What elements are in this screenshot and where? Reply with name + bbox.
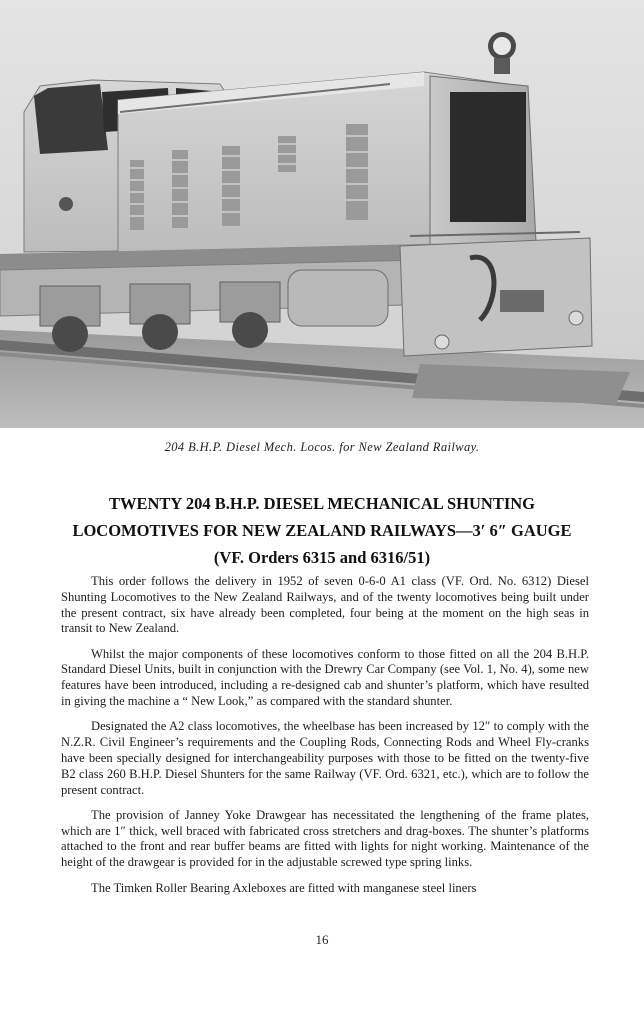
- locomotive-illustration: [0, 0, 644, 428]
- paragraph: This order follows the delivery in 1952 of seven 0-6-0 A1 class (VF. Ord. No. 6312) Diesel Shunting Locomotives to the New Zealand Railways, and of the twenty locomotives being built under the present contract, six have already been completed, four being at the moment on the high seas in transit to New Zealand.: [61, 574, 589, 636]
- paragraph: The provision of Janney Yoke Drawgear has necessitated the lengthening of the frame plates, which are 1″ thick, well braced with fabricated cross stretchers and drag-boxes. The shunter’s platforms attached to the front and rear buffer beams are fitted with lights for night working. Maintenance of the height of the drawgear is provided for in the adjustable screwed type spring links.: [61, 807, 589, 870]
- photo-caption: 204 B.H.P. Diesel Mech. Locos. for New Zealand Railway.: [164, 440, 480, 454]
- paragraph: Whilst the major components of these locomotives conform to those fitted on all the 204 B.H.P. Standard Diesel Units, built in conjunction with the Drewry Car Company (see Vol. 1, No. 4), some new features have been introduced, including a re-designed cab and shunter’s platform, which have resulted in giving the machine a “ New Look,” as compared with the standard shunter.: [61, 646, 589, 709]
- title-line-2: LOCOMOTIVES FOR NEW ZEALAND RAILWAYS—3′ 6″ GAUGE: [72, 521, 572, 540]
- article-title: [40, 490, 604, 571]
- page-number: 16: [315, 932, 329, 947]
- paragraph: Designated the A2 class locomotives, the wheelbase has been increased by 12″ to comply with the N.Z.R. Civil Engineer’s requirements and the Coupling Rods, Connecting Rods and Wheel Fly-cranks have been specially designed for interchangeability purposes with those to be fitted on the twenty-five B2 class 260 B.H.P. Diesel Shunters for the same Railway (VF. Ord. 6321, etc.), which are to follow the present contract.: [61, 719, 589, 797]
- locomotive-photo: [0, 0, 644, 428]
- article-body: [61, 574, 589, 906]
- title-line-1: TWENTY 204 B.H.P. DIESEL MECHANICAL SHUNTING: [108, 494, 536, 513]
- title-line-3: (VF. Orders 6315 and 6316/51): [213, 548, 431, 567]
- paragraph: The Timken Roller Bearing Axleboxes are fitted with manganese steel liners: [91, 880, 477, 895]
